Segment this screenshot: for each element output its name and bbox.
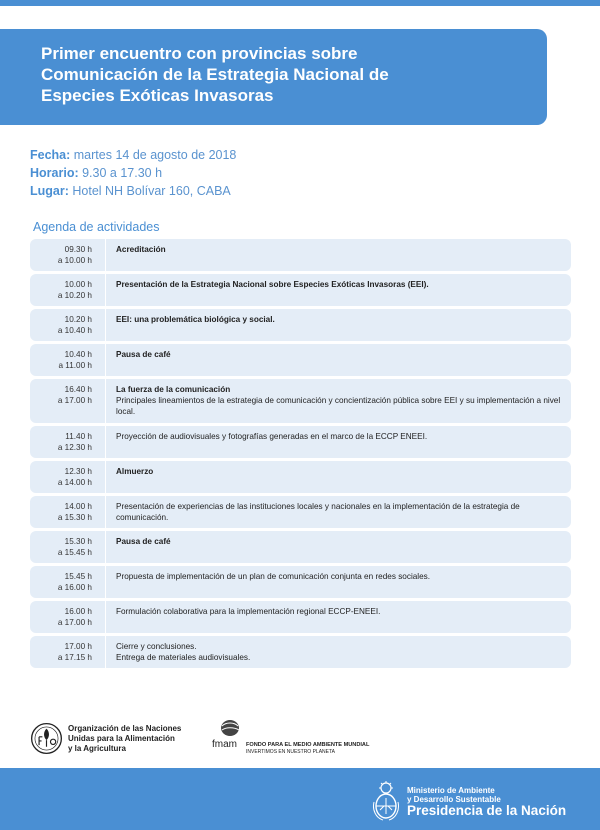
agenda-separator: [105, 461, 106, 493]
fao-line-2: Unidas para la Alimentación: [68, 733, 175, 743]
agenda-description: [116, 636, 571, 667]
agenda-time-end: a 11.00 h: [58, 361, 92, 370]
ministerio-name: [407, 786, 501, 804]
agenda-time-end: a 17.00 h: [57, 396, 92, 405]
fao-line-1: Organización de las Naciones: [68, 723, 182, 733]
agenda-time: [30, 379, 92, 406]
agenda-description: [116, 601, 571, 621]
agenda-description: [116, 379, 571, 421]
agenda-time-end: a 10.00 h: [57, 256, 92, 265]
agenda-description: [116, 496, 571, 527]
agenda-title: Agenda de actividades: [33, 220, 160, 234]
agenda-time: [30, 601, 92, 628]
agenda-time-start: 12.30 h: [64, 467, 92, 476]
agenda-activity-text: Entrega de materiales audiovisuales.: [116, 653, 251, 662]
agenda-time-start: 09.30 h: [64, 245, 92, 254]
agenda-time-end: a 10.40 h: [57, 326, 92, 335]
agenda-time-end: a 10.20 h: [57, 291, 92, 300]
horario-value: 9.30 a 17.30 h: [78, 166, 163, 180]
agenda-description: [116, 344, 571, 364]
fecha-line: [30, 146, 236, 164]
agenda-activity-text: Propuesta de implementación de un plan de comunicación conjunta en redes sociales.: [116, 572, 431, 581]
agenda-separator: [105, 531, 106, 563]
agenda-activity-title: Presentación de la Estrategia Nacional sobre Especies Exóticas Invasoras (EEI).: [116, 280, 429, 289]
agenda-separator: [105, 274, 106, 306]
top-accent-rule: [0, 0, 600, 6]
ministerio-line-1: Ministerio de Ambiente: [407, 786, 495, 795]
presidencia-name: Presidencia de la Nación: [407, 803, 567, 818]
agenda-time-end: a 16.00 h: [57, 583, 92, 592]
agenda-description: [116, 274, 571, 294]
agenda-activity-text: Presentación de experiencias de las instituciones locales y nacionales en la implementación de la estrategia de comunicación.: [116, 502, 520, 522]
agenda-description: [116, 239, 571, 259]
agenda-time-end: a 12.30 h: [57, 443, 92, 452]
agenda-row: [30, 379, 571, 423]
title-line-2: Comunicación de la Estrategia Nacional de: [41, 65, 389, 84]
agenda-activity-title: Acreditación: [116, 245, 166, 254]
agenda-time: [30, 496, 92, 523]
agenda-time: [30, 426, 92, 453]
agenda-time-start: 15.30 h: [64, 537, 92, 546]
agenda-time: [30, 636, 92, 663]
agenda-time-end: a 15.30 h: [57, 513, 92, 522]
agenda-time-end: a 14.00 h: [57, 478, 92, 487]
agenda-row: [30, 344, 571, 376]
agenda-time-end: a 17.00 h: [57, 618, 92, 627]
ministerio-line-2: y Desarrollo Sustentable: [407, 795, 501, 804]
title-line-1: Primer encuentro con provincias sobre: [41, 44, 358, 63]
agenda-time: [30, 239, 92, 266]
agenda-activity-text: Formulación colaborativa para la implementación regional ECCP-ENEEI.: [116, 607, 381, 616]
agenda-row: [30, 461, 571, 493]
agenda-row: [30, 496, 571, 528]
agenda-time: [30, 531, 92, 558]
agenda-separator: [105, 344, 106, 376]
agenda-separator: [105, 566, 106, 598]
fao-name: [68, 724, 181, 754]
agenda-row: [30, 426, 571, 458]
agenda-separator: [105, 239, 106, 271]
fao-logo-icon: [30, 722, 63, 755]
agenda-activity-title: EEI: una problemática biológica y social.: [116, 315, 275, 324]
agenda-activity-text: Principales lineamientos de la estrategia de comunicación y concientización pública sobre EEI y su implementación a nivel local.: [116, 396, 561, 416]
fmam-sub-line-1: FONDO PARA EL MEDIO AMBIENTE MUNDIAL: [246, 742, 370, 748]
fecha-value: martes 14 de agosto de 2018: [70, 148, 237, 162]
fmam-subtitle: [246, 742, 426, 756]
agenda-row: [30, 601, 571, 633]
agenda-time: [30, 274, 92, 301]
title-banner: [0, 29, 547, 125]
horario-line: [30, 164, 236, 182]
fecha-label: Fecha:: [30, 148, 71, 162]
fmam-block: [212, 718, 370, 755]
agenda-list: [30, 239, 571, 668]
agenda-activity-text: Proyección de audiovisuales y fotografías generadas en el marco de la ECCP ENEEI.: [116, 432, 428, 441]
fao-block: [30, 722, 181, 755]
agenda-row: [30, 566, 571, 598]
event-info: [30, 146, 236, 200]
agenda-time-start: 14.00 h: [64, 502, 92, 511]
agenda-time-end: a 17.15 h: [57, 653, 92, 662]
agenda-description: [116, 531, 571, 551]
agenda-row: [30, 239, 571, 271]
title-line-3: Especies Exóticas Invasoras: [41, 86, 274, 105]
agenda-time-start: 15.45 h: [64, 572, 92, 581]
agenda-description: [116, 426, 571, 446]
bottom-bar: [0, 770, 600, 830]
agenda-time-start: 10.40 h: [64, 350, 92, 359]
agenda-separator: [105, 309, 106, 341]
agenda-separator: [105, 379, 106, 423]
agenda-row: [30, 636, 571, 668]
agenda-activity-title: Almuerzo: [116, 467, 154, 476]
coat-of-arms-icon: [371, 780, 401, 822]
agenda-description: [116, 566, 571, 586]
agenda-activity-title: Pausa de café: [116, 537, 171, 546]
agenda-activity-title: La fuerza de la comunicación: [116, 385, 231, 394]
agenda-time: [30, 344, 92, 371]
agenda-activity-text: Cierre y conclusiones.: [116, 642, 197, 651]
fmam-wordmark: fmam: [212, 739, 237, 750]
lugar-label: Lugar:: [30, 184, 69, 198]
agenda-description: [116, 309, 571, 329]
agenda-time-start: 16.00 h: [64, 607, 92, 616]
agenda-time-start: 16.40 h: [64, 385, 92, 394]
agenda-description: [116, 461, 571, 481]
agenda-time: [30, 461, 92, 488]
agenda-row: [30, 309, 571, 341]
agenda-separator: [105, 496, 106, 528]
agenda-row: [30, 531, 571, 563]
horario-label: Horario:: [30, 166, 79, 180]
agenda-separator: [105, 636, 106, 668]
fmam-globe-icon: [212, 718, 242, 740]
lugar-value: Hotel NH Bolívar 160, CABA: [68, 184, 231, 198]
lugar-line: [30, 182, 236, 200]
agenda-separator: [105, 426, 106, 458]
agenda-time-start: 11.40 h: [65, 432, 92, 441]
agenda-time-end: a 15.45 h: [57, 548, 92, 557]
agenda-time-start: 10.20 h: [64, 315, 92, 324]
agenda-activity-title: Pausa de café: [116, 350, 171, 359]
agenda-row: [30, 274, 571, 306]
fao-line-3: y la Agricultura: [68, 743, 126, 753]
agenda-time-start: 17.00 h: [64, 642, 92, 651]
fmam-sub-line-2: INVERTIMOS EN NUESTRO PLANETA: [246, 749, 335, 755]
agenda-time: [30, 566, 92, 593]
agenda-separator: [105, 601, 106, 633]
agenda-time: [30, 309, 92, 336]
agenda-time-start: 10.00 h: [64, 280, 92, 289]
